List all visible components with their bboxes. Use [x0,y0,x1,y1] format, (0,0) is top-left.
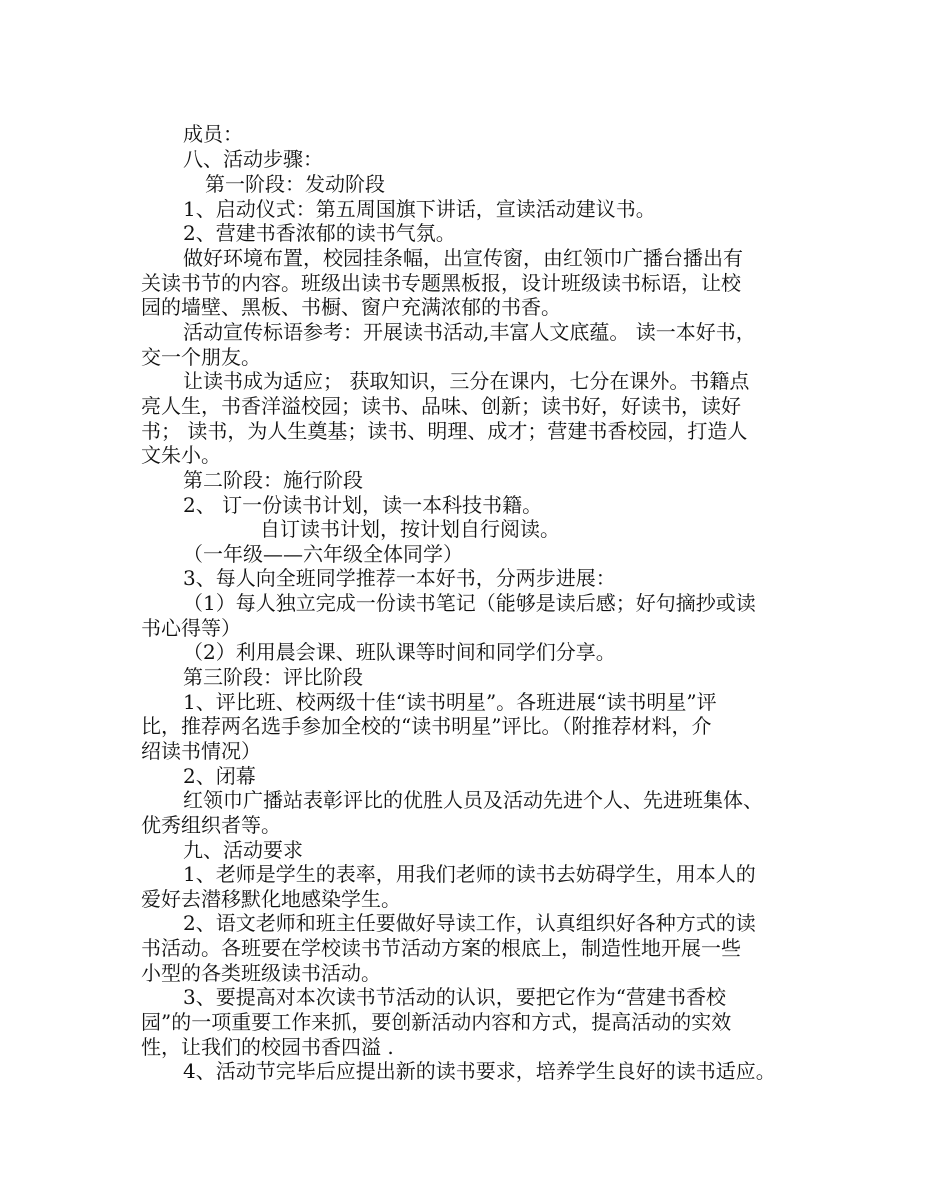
text-line: 关读书节的内容。班级出读书专题黑板报，设计班级读书标语，让校 [141,271,741,295]
text-line: 园的墙壁、黑板、书橱、窗户充满浓郁的书香。 [141,295,561,319]
stage-heading: 第二阶段：施行阶段 [183,468,363,492]
text-line: 文朱小。 [141,443,221,467]
text-line: （2）利用晨会课、班队课等时间和同学们分享。 [183,640,616,664]
text-line: 自订读书计划，按计划自行阅读。 [260,517,560,541]
text-line: 2、闭幕 [183,764,256,788]
text-line: （一年级——六年级全体同学） [183,542,463,566]
text-line: 优秀组织者等。 [141,813,281,837]
text-line: 4、活动节完毕后应提出新的读书要求，培养学生良好的读书适应。 [183,1059,776,1083]
text-line: 园”的一项重要工作来抓，要创新活动内容和方式，提高活动的实效 [141,1010,732,1034]
text-line: 书活动。各班要在学校读书节活动方案的根底上，制造性地开展一些 [141,936,741,960]
text-line: 性，让我们的校园书香四溢 . [141,1035,394,1059]
text-line: 交一个朋友。 [141,345,261,369]
text-line: 比，推荐两名选手参加全校的“读书明星”评比。（附推荐材料，介 [141,714,712,738]
text-line: 让读书成为适应； 获取知识，三分在课内，七分在课外。书籍点 [183,369,750,393]
section-heading: 九、活动要求 [183,838,303,862]
text-line: 活动宣传标语参考：开展读书活动,丰富人文底蕴。 读一本好书， [183,320,756,344]
text-line: 3、要提高对本次读书节活动的认识，要把它作为“营建书香校 [183,985,726,1009]
text-line: 小型的各类班级读书活动。 [141,961,381,985]
stage-heading: 第三阶段：评比阶段 [183,665,363,689]
text-line: 2、营建书香浓郁的读书气氛。 [183,221,456,245]
text-line: 1、启动仪式：第五周国旗下讲话，宣读活动建议书。 [183,197,656,221]
text-line: 爱好去潜移默化地感染学生。 [141,887,401,911]
text-line: 1、评比班、校两级十佳“读书明星”。各班进展“读书明星”评 [183,690,717,714]
text-line: 书心得等） [141,616,241,640]
section-heading: 八、活动步骤： [183,147,323,171]
text-line: 绍读书情况） [141,739,261,763]
text-line: 红领巾广播站表彰评比的优胜人员及活动先进个人、先进班集体、 [183,788,763,812]
text-line: （1）每人独立完成一份读书笔记（能够是读后感；好句摘抄或读 [183,591,756,615]
text-line: 1、老师是学生的表率，用我们老师的读书去妨碍学生，用本人的 [183,862,756,886]
text-line: 2、语文老师和班主任要做好导读工作，认真组织好各种方式的读 [183,911,756,935]
text-line: 2、 订一份读书计划，读一本科技书籍。 [183,493,543,517]
text-line: 成员： [183,122,243,146]
text-line: 3、每人向全班同学推荐一本好书，分两步进展： [183,566,616,590]
stage-heading: 第一阶段：发动阶段 [205,172,385,196]
text-line: 亮人生，书香洋溢校园；读书、品味、创新；读书好，好读书，读好 [141,394,741,418]
text-line: 书； 读书，为人生奠基；读书、明理、成才；营建书香校园，打造人 [141,419,748,443]
text-line: 做好环境布置，校园挂条幅，出宣传窗，由红领巾广播台播出有 [183,246,743,270]
